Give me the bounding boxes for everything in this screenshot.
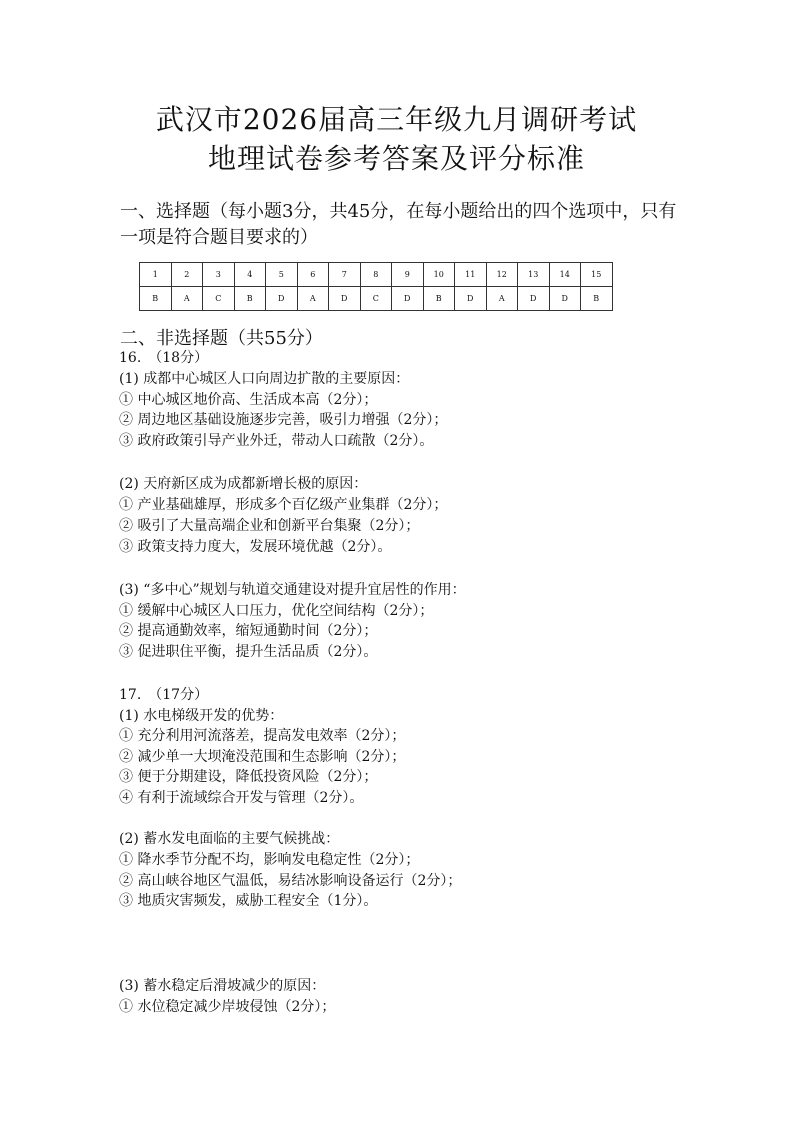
question-number-cell: 1 [140,263,172,287]
answer-cell: B [423,287,455,311]
q16-part1-item: ① 中心城区地价高、生活成本高（2分）； [119,392,378,408]
q17-part2-title: (2) 蓄水发电面临的主要气候挑战： [119,831,340,847]
answer-cell: D [518,287,550,311]
q16-part1-item: ② 周边地区基础设施逐步完善，吸引力增强（2分）； [119,412,448,428]
document-subtitle: 地理试卷参考答案及评分标准 [207,142,585,175]
question-number-cell: 4 [234,263,266,287]
q16-part3-item: ② 提高通勤效率，缩短通勤时间（2分）； [119,623,378,639]
q16-part2-title: (2) 天府新区成为成都新增长极的原因： [119,476,368,492]
q16-part3-item: ③ 促进职住平衡，提升生活品质（2分）。 [119,644,378,660]
answer-table [139,262,613,311]
question-number-cell: 7 [329,263,361,287]
q16-part2-item: ③ 政策支持力度大，发展环境优越（2分）。 [119,539,392,555]
q17-part1-title: (1) 水电梯级开发的优势： [119,708,284,724]
question-number-row [140,263,613,287]
answer-cell: C [360,287,392,311]
answer-cell: B [581,287,613,311]
answer-cell: A [297,287,329,311]
answer-cell: D [392,287,424,311]
question-number-cell: 12 [486,263,518,287]
q17-part2-item: ② 高山峡谷地区气温低，易结冰影响设备运行（2分）； [119,873,462,889]
q16-part1-item: ③ 政府政策引导产业外迁，带动人口疏散（2分）。 [119,433,434,449]
question-number-cell: 2 [171,263,203,287]
question-number-cell: 10 [423,263,455,287]
answer-cell: A [486,287,518,311]
q17-part3-item: ① 水位稳定减少岸坡侵蚀（2分）； [119,999,336,1015]
question-number-cell: 5 [266,263,298,287]
q17-part3-title: (3) 蓄水稳定后滑坡减少的原因： [119,978,326,994]
q17-part1-item: ② 减少单一大坝淹没范围和生态影响（2分）； [119,749,406,765]
q16-part2-item: ② 吸引了大量高端企业和创新平台集聚（2分）； [119,518,420,534]
answer-cell: A [171,287,203,311]
answer-cell: D [549,287,581,311]
question-number-cell: 11 [455,263,487,287]
q17-part2-item: ③ 地质灾害频发，威胁工程安全（1分）。 [119,893,378,909]
question-number-cell: 14 [549,263,581,287]
question-number-cell: 15 [581,263,613,287]
question-number-cell: 6 [297,263,329,287]
answer-cell: C [203,287,235,311]
question-number-cell: 8 [360,263,392,287]
answer-cell: B [140,287,172,311]
answer-cell: D [329,287,361,311]
q16-part3-title: (3) “多中心”规划与轨道交通建设对提升宜居性的作用： [119,582,466,598]
question-number-cell: 3 [203,263,235,287]
answer-cell: D [266,287,298,311]
q17-part2-item: ① 降水季节分配不均，影响发电稳定性（2分）； [119,852,420,868]
q16-part2-item: ① 产业基础雄厚，形成多个百亿级产业集群（2分）； [119,497,448,513]
section-2-heading: 二、非选择题（共55分） [120,328,323,349]
answer-cell: B [234,287,266,311]
q16-part3-item: ① 缓解中心城区人口压力，优化空间结构（2分）； [119,603,434,619]
q16-part1-title: (1) 成都中心城区人口向周边扩散的主要原因： [119,371,410,387]
answer-cell: D [455,287,487,311]
q16-header: 16. （18分） [119,350,209,366]
question-number-cell: 9 [392,263,424,287]
exam-title: 武汉市2026届高三年级九月调研考试 [155,103,638,136]
q17-header: 17. （17分） [119,687,209,703]
q17-part1-item: ① 充分利用河流落差，提高发电效率（2分）； [119,728,406,744]
question-number-cell: 13 [518,263,550,287]
q17-part1-item: ③ 便于分期建设，降低投资风险（2分）； [119,769,378,785]
q17-part1-item: ④ 有利于流域综合开发与管理（2分）。 [119,790,364,806]
answer-row [140,287,613,311]
section-1-heading: 一、选择题（每小题3分，共45分，在每小题给出的四个选项中，只有一项是符合题目要求的） [120,201,677,248]
